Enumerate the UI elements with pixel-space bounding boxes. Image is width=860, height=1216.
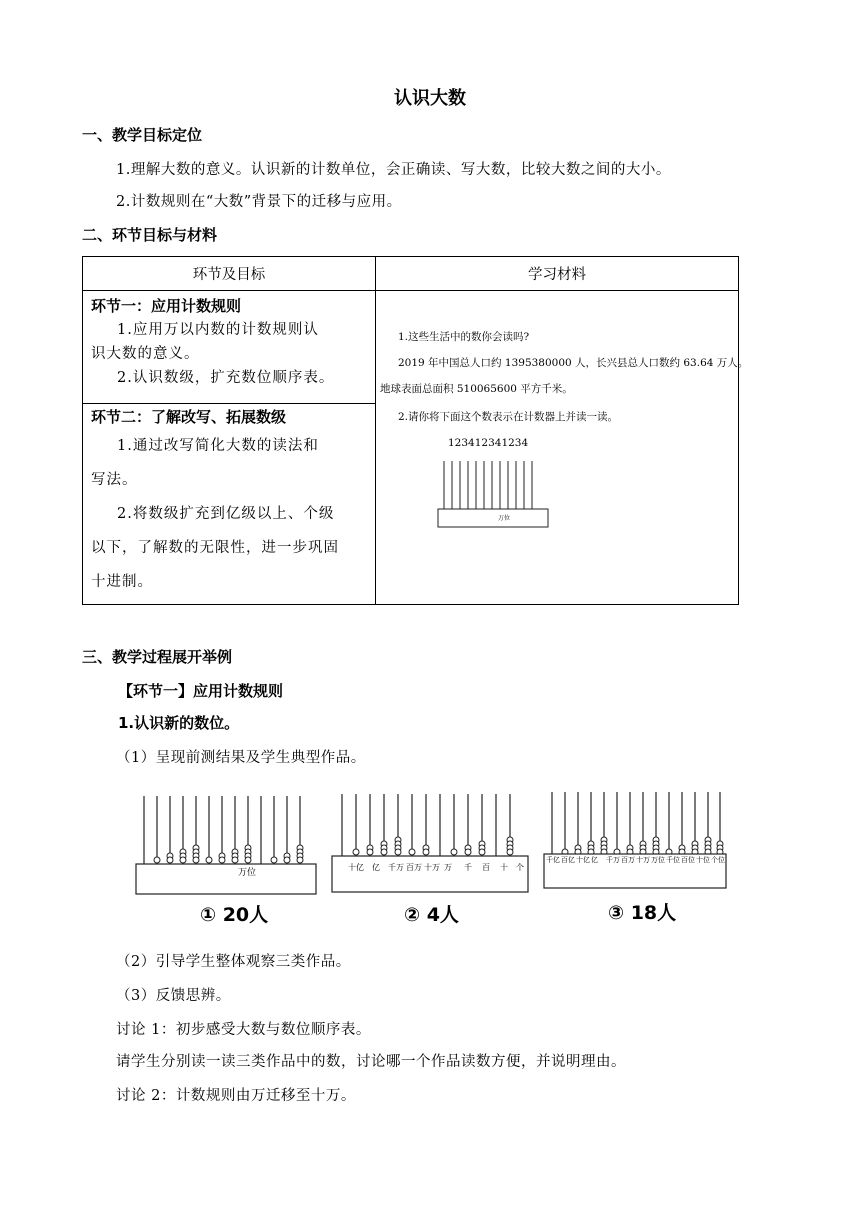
stage2-line1b: 写法。 [91,472,138,488]
work-3-label: 百亿 [561,856,575,864]
work-2-label: 个 [516,863,524,872]
work-1-caption: ① 20人 [200,904,269,926]
work-3-label: 十亿 [576,856,590,864]
table-header-material: 学习材料 [376,257,739,291]
stage2-line2c: 十进制。 [91,574,153,590]
sub-3: （3）反馈思辨。 [116,988,231,1004]
sub-2: （2）引导学生整体观察三类作品。 [116,954,351,970]
work-2-label: 百万 [406,863,422,872]
work-2-abacus-icon [330,790,530,896]
step-1: 1.认识新的数位。 [118,714,240,732]
abacus-label: 万位 [498,515,511,522]
section-3-heading: 三、教学过程展开举例 [82,648,233,666]
work-3-label: 千位 [666,856,680,864]
material-q1-line2: 地球表面总面积 510065600 平方千米。 [380,383,573,395]
work-2-label: 万 [444,863,452,872]
work-3-label: 万位 [651,856,665,864]
work-1-label: 万位 [238,868,257,878]
work-2-label: 十万 [424,863,440,872]
stage2-line2b: 以下，了解数的无限性，进一步巩固 [91,540,339,556]
stage-table [82,256,749,605]
work-2-label: 千万 [388,863,404,872]
material-q2: 2.请你将下面这个数表示在计数器上并读一读。 [398,411,619,423]
discussion-2: 讨论 2：计数规则由万迁移至十万。 [116,1088,356,1104]
stage1-line1: 1.应用万以内数的计数规则认 [117,322,319,338]
material-number: 123412341234 [448,437,529,449]
work-2-label: 百 [482,863,490,872]
stage2-title: 环节二：了解改写、拓展数级 [91,408,287,426]
work-3-caption: ③ 18人 [608,902,677,924]
work-2-label: 十 [500,863,508,872]
material-q1-line1: 2019 年中国总人口约 1395380000 人，长兴县总人口数约 63.64 万人。 [398,357,749,369]
discussion-1-text: 请学生分别读一读三类作品中的数，讨论哪一个作品读数方便，并说明理由。 [116,1054,626,1070]
table-header-stage: 环节及目标 [83,257,376,291]
section-2-heading: 二、环节目标与材料 [82,226,218,244]
sub-1: （1）呈现前测结果及学生典型作品。 [116,750,366,766]
work-2-caption: ② 4人 [404,904,459,926]
work-3-label: 十位 [696,856,710,864]
work-2-label: 亿 [372,863,380,872]
stage-heading: 【环节一】应用计数规则 [118,682,284,700]
stage1-title: 环节一：应用计数规则 [91,297,242,315]
work-3-label: 个位 [711,856,725,864]
stage1-line2: 2.认识数级，扩充数位顺序表。 [117,370,335,386]
goal-item-1: 1.理解大数的意义。认识新的计数单位，会正确读、写大数，比较大数之间的大小。 [116,162,671,178]
work-2-label: 十亿 [348,863,364,872]
work-2-label: 千 [464,863,472,872]
section-1-heading: 一、教学目标定位 [82,126,203,144]
discussion-1: 讨论 1：初步感受大数与数位顺序表。 [116,1022,371,1038]
stage2-line2: 2.将数级扩充到亿级以上、个级 [117,506,335,522]
stage1-line1b: 识大数的意义。 [91,346,200,362]
work-3-label: 百万 [621,856,635,864]
abacus-blank-icon [436,457,556,529]
material-q1: 1.这些生活中的数你会读吗? [398,331,530,343]
work-3-label: 百位 [681,856,695,864]
page-title: 认识大数 [394,88,466,109]
work-3-label: 十万 [636,856,650,864]
work-3-label: 亿 [591,856,598,864]
work-3-label: 千万 [606,856,620,864]
work-3-labels [546,856,726,890]
goal-item-2: 2.计数规则在“大数”背景下的迁移与应用。 [116,194,402,210]
stage2-line1: 1.通过改写简化大数的读法和 [117,438,319,454]
work-1-abacus-icon [130,792,320,898]
work-3-label: 千亿 [546,856,560,864]
